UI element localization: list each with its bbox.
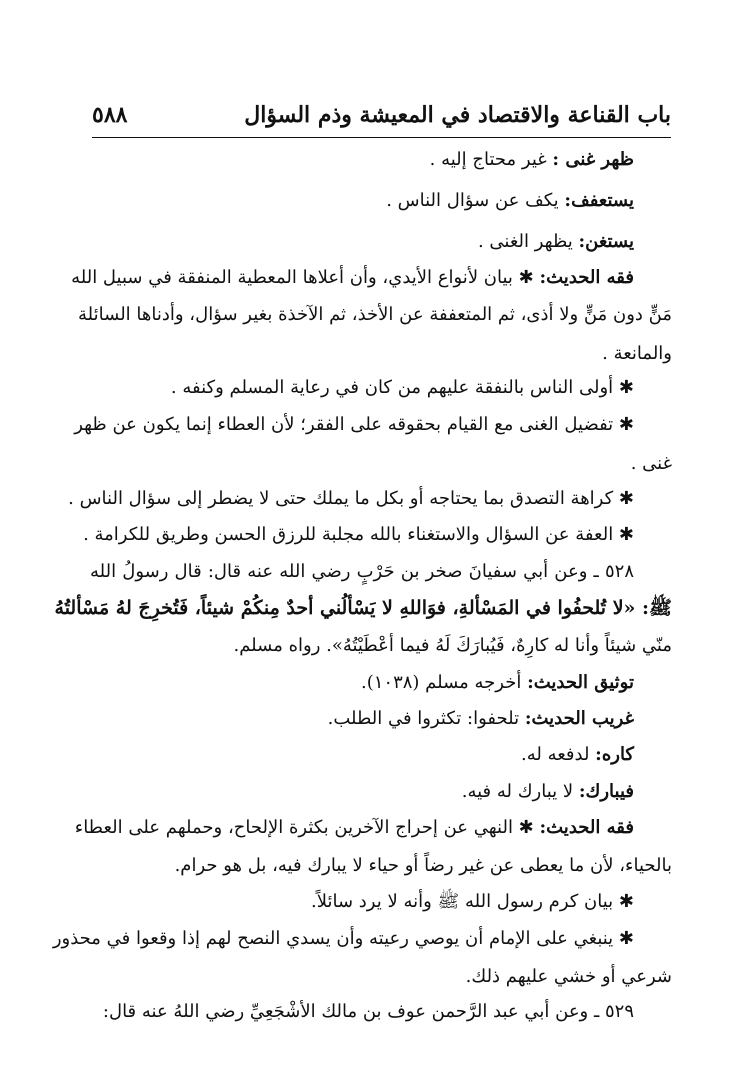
text-line: ٥٢٩ ـ وعن أبي عبد الرَّحمن عوف بن مالك الأشْجَعِيِّ رضي اللهُ عنه قال: xyxy=(102,1001,634,1022)
text-line: ٥٢٨ ـ وعن أبي سفيانَ صخر بن حَرْبٍ رضي الله عنه قال: قال رسولُ الله xyxy=(90,561,634,582)
text-line: ✱ بيان كرم رسول الله ﷺ وأنه لا يرد سائلاً. xyxy=(311,891,634,912)
text-line: ✱ ينبغي على الإمام أن يوصي رعيته وأن يسدي النصح لهم إذا وقعوا في محذور xyxy=(52,928,634,949)
page-number: ٥٨٨ xyxy=(92,102,128,128)
text-line: يستعفف: يكف عن سؤال الناس . xyxy=(386,190,634,211)
text-line: يستغن: يظهر الغنى . xyxy=(477,231,634,252)
text-line: ✱ العفة عن السؤال والاستغناء بالله مجلبة للرزق الحسن وطريق للكرامة . xyxy=(83,524,634,545)
text-line: توثيق الحديث: أخرجه مسلم (١٠٣٨). xyxy=(360,672,634,693)
text-line: فيبارك: لا يبارك له فيه. xyxy=(461,781,634,802)
chapter-title: باب القناعة والاقتصاد في المعيشة وذم السؤال xyxy=(244,102,671,128)
text-line: غنى . xyxy=(630,453,672,474)
text-line: شرعي أو خشي عليهم ذلك. xyxy=(465,966,672,987)
text-line: ظهر غنى : غير محتاج إليه . xyxy=(429,149,634,170)
page-header xyxy=(92,93,671,138)
text-line: مَنٍّ دون مَنٍّ ولا أذى، ثم المتعففة عن الأخذ، ثم الآخذة بغير سؤال، وأدناها السائلة xyxy=(78,304,672,325)
hadith-line: منّي شيئاً وأنا له كارِهٌ، فَيُبارَكَ لَهُ فيما أعْطَيْتُهُ». رواه مسلم. xyxy=(233,635,672,656)
hadith-line: ﷺ: «لا تُلحفُوا في المَسْألةِ، فوَاللهِ لا يَسْألُني أحدٌ مِنكُمْ شيئاً، فَتُخرِجَ لهُ مَسْألتُهُ xyxy=(54,597,672,619)
text-line: فقه الحديث: ✱ بيان لأنواع الأيدي، وأن أعلاها المعطية المنفقة في سبيل الله xyxy=(71,267,634,288)
text-line: ✱ كراهة التصدق بما يحتاجه أو بكل ما يملك حتى لا يضطر إلى سؤال الناس . xyxy=(68,488,634,509)
text-line: فقه الحديث: ✱ النهي عن إحراج الآخرين بكثرة الإلحاح، وحملهم على العطاء xyxy=(74,817,634,838)
text-line: بالحياء، لأن ما يعطى عن غير رضاً أو حياء لا يبارك فيه، بل هو حرام. xyxy=(174,855,672,876)
text-line: غريب الحديث: تلحفوا: تكثروا في الطلب. xyxy=(327,708,634,729)
text-line: ✱ أولى الناس بالنفقة عليهم من كان في رعاية المسلم وكنفه . xyxy=(170,377,634,398)
text-line: كاره: لدفعه له. xyxy=(521,744,634,765)
text-line: والمانعة . xyxy=(602,343,672,364)
text-line: ✱ تفضيل الغنى مع القيام بحقوقه على الفقر؛ لأن العطاء إنما يكون عن ظهر xyxy=(74,414,634,435)
